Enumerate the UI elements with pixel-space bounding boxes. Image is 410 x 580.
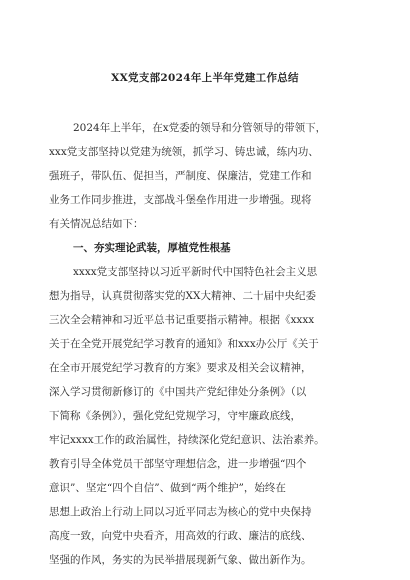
section-1-line-7: 下简称《条例》），强化党纪党规学习，守牢廉政底线， <box>49 410 301 422</box>
section-1-line-2: 想为指导，认真贯彻落实党的XX大精神、二十届中央纪委 <box>49 290 316 302</box>
section-1-line-13: 坚强的作风，务实的为民举措展现新气象、做出新作为。 <box>49 554 312 566</box>
section-1-line-8: 牢记xxxx工作的政治属性，持续深化党纪意识、法治素养。 <box>49 434 325 446</box>
intro-line-3: 强班子，带队伍、促担当，严制度、保廉洁，党建工作和 <box>49 170 312 182</box>
intro-line-1: 2024年上半年，在x党委的领导和分管领导的带领下， <box>73 122 327 134</box>
section-1-line-11: 思想上政治上行动上同以习近平同志为核心的党中央保持 <box>49 506 312 518</box>
document-title: XX党支部2024年上半年党建工作总结 <box>111 72 299 84</box>
section-1-line-4: 关于在全党开展党纪学习教育的通知》和xxx办公厅《关于 <box>49 338 319 350</box>
section-1-line-5: 在全市开展党纪学习教育的方案》要求及相关会议精神， <box>49 362 312 374</box>
section-1-line-9: 教育引导全体党员干部坚守理想信念，进一步增强“四个 <box>49 458 307 470</box>
intro-line-2: xxx党支部坚持以党建为统领，抓学习、铸忠诚，练内功、 <box>49 146 319 158</box>
intro-line-5: 有关情况总结如下： <box>49 218 144 230</box>
section-1-line-10: 意识”、坚定“四个自信”、做到“两个维护”，始终在 <box>49 482 286 494</box>
section-1-line-3: 三次全会精神和习近平总书记重要指示精神。根据《xxxx <box>49 314 315 326</box>
section-1-line-6: 深入学习贯彻新修订的《中国共产党纪律处分条例》（以 <box>49 386 307 398</box>
section-1-line-12: 高度一致，向党中央看齐，用高效的行政、廉洁的底线、 <box>49 530 312 542</box>
section-1-heading: 一、夯实理论武装，厚植党性根基 <box>73 242 231 254</box>
intro-line-4: 业务工作同步推进，支部战斗堡垒作用进一步增强。现将 <box>49 194 312 206</box>
section-1-line-1: xxxx党支部坚持以习近平新时代中国特色社会主义思 <box>73 266 318 278</box>
